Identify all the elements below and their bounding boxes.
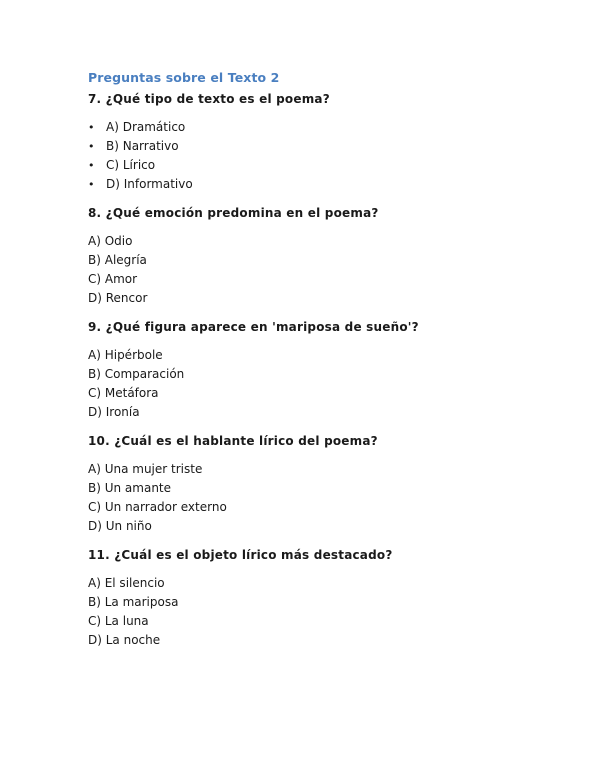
option-text: A) Una mujer triste	[88, 462, 203, 476]
option-text: A) El silencio	[88, 576, 165, 590]
option-text: C) Un narrador externo	[88, 500, 227, 514]
option-text: B) La mariposa	[88, 595, 179, 609]
option-text: D) La noche	[88, 633, 161, 647]
option-text: C) Lírico	[106, 158, 156, 172]
option-text: D) Un niño	[88, 519, 152, 533]
question-7: 7. ¿Qué tipo de texto es el poema?	[88, 92, 330, 106]
option-text: D) Informativo	[106, 177, 193, 191]
list-item	[88, 139, 179, 153]
option-text: D) Rencor	[88, 291, 148, 305]
list-item	[88, 120, 185, 134]
bullet-icon: •	[88, 120, 95, 134]
bullet-icon: •	[88, 158, 95, 172]
option-text: C) Metáfora	[88, 386, 159, 400]
list-item	[88, 158, 155, 172]
option-text: B) Un amante	[88, 481, 172, 495]
list-item	[88, 177, 193, 191]
option-text: B) Alegría	[88, 253, 147, 267]
option-text: A) Odio	[88, 234, 133, 248]
option-text: C) La luna	[88, 614, 149, 628]
bullet-icon: •	[88, 139, 95, 153]
question-9: 9. ¿Qué figura aparece en 'mariposa de sueño'?	[88, 320, 419, 334]
question-11: 11. ¿Cuál es el objeto lírico más destacado?	[88, 548, 393, 562]
option-text: B) Narrativo	[106, 139, 179, 153]
section-title: Preguntas sobre el Texto 2	[88, 70, 280, 85]
option-text: A) Dramático	[106, 120, 186, 134]
bullet-icon: •	[88, 177, 95, 191]
question-8: 8. ¿Qué emoción predomina en el poema?	[88, 206, 379, 220]
option-text: D) Ironía	[88, 405, 140, 419]
option-text: C) Amor	[88, 272, 138, 286]
question-10: 10. ¿Cuál es el hablante lírico del poema?	[88, 434, 378, 448]
option-text: A) Hipérbole	[88, 348, 163, 362]
option-text: B) Comparación	[88, 367, 185, 381]
